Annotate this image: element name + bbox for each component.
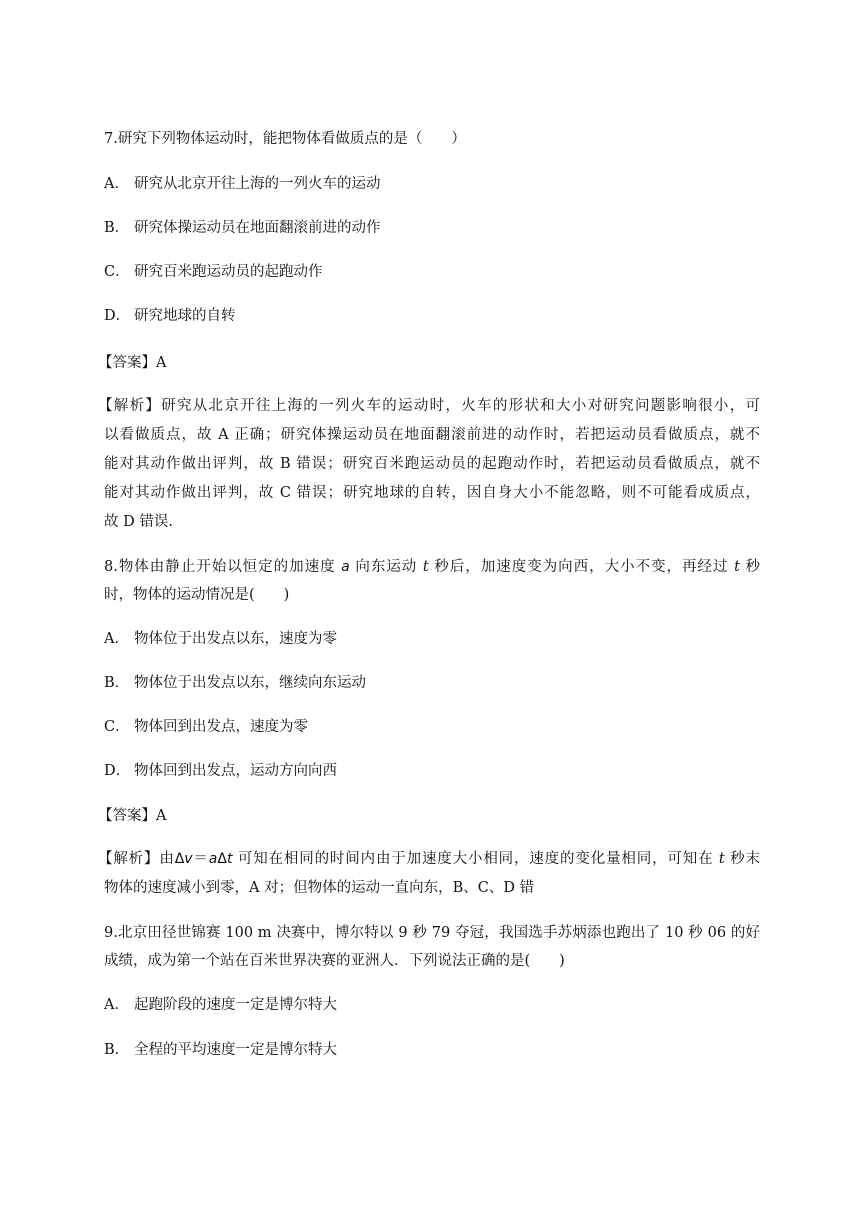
variable-a: a [341, 559, 350, 575]
q8-stem-line-2: 时，物体的运动情况是( ) [104, 587, 290, 603]
option-letter: A． [104, 997, 129, 1013]
q9-option-a [104, 995, 760, 1015]
option-text: 研究百米跑运动员的起跑动作 [134, 264, 323, 280]
variable-t: t [422, 559, 429, 575]
q7-stem: 7.研究下列物体运动时，能把物体看做质点的是（ ） [104, 131, 466, 147]
q7-analysis-line-3: 能对其动作做出评判，故 B 错误；研究百米跑运动员的起跑动作时，若把运动员看做质点，就不 [104, 456, 760, 472]
q7-answer: 【答案】A [98, 355, 167, 371]
option-letter: D． [104, 308, 131, 324]
variable-a: a [208, 851, 218, 867]
option-letter: A． [104, 631, 129, 647]
option-text: 物体位于出发点以东，继续向东运动 [134, 675, 366, 691]
option-letter: B． [104, 220, 130, 236]
q8-stem-part: 秒后，加速度变为向西，大小不变，再经过 [428, 559, 735, 575]
analysis-prefix: 【解析】由 [98, 851, 175, 867]
option-text: 起跑阶段的速度一定是博尔特大 [134, 997, 337, 1013]
variable-t: t [226, 851, 233, 867]
q8-option-c [104, 717, 760, 737]
option-letter: A． [104, 176, 129, 192]
option-text: 物体回到出发点，速度为零 [134, 719, 308, 735]
q7-option-d [104, 306, 760, 326]
analysis-text: 秒末 [724, 851, 761, 867]
option-text: 研究体操运动员在地面翻滚前进的动作 [134, 220, 381, 236]
option-letter: B． [104, 675, 130, 691]
q8-option-d [104, 761, 760, 781]
equals-sign: ＝ [192, 851, 209, 867]
q8-stem-part: 8.物体由静止开始以恒定的加速度 [104, 559, 342, 575]
q9-stem-line-1: 9.北京田径世锦赛 100 m 决赛中，博尔特以 9 秒 79 夺冠，我国选手苏炳添也跑出了 10 秒 06 的好 [104, 925, 760, 941]
q7-option-a [104, 174, 760, 194]
option-text: 研究从北京开往上海的一列火车的运动 [134, 176, 381, 192]
q8-option-a [104, 629, 760, 649]
q8-answer: 【答案】A [98, 808, 167, 824]
q7-analysis-line-2: 以看做质点，故 A 正确；研究体操运动员在地面翻滚前进的动作时，若把运动员看做质点，就不 [104, 427, 760, 443]
q7-analysis-line-5: 故 D 错误. [104, 514, 173, 530]
q9-stem-line-2: 成绩，成为第一个站在百米世界决赛的亚洲人．下列说法正确的是( ) [104, 953, 565, 969]
q9-option-b [104, 1040, 760, 1060]
q8-stem-part: 秒 [739, 559, 760, 575]
q8-option-b [104, 673, 760, 693]
option-letter: C． [104, 264, 130, 280]
q8-analysis-line-2: 物体的速度减小到零，A 对；但物体的运动一直向东，B、C、D 错 [104, 880, 535, 896]
option-letter: B． [104, 1042, 130, 1058]
q7-option-b [104, 218, 760, 238]
delta-symbol: Δ [174, 851, 185, 867]
option-text: 物体位于出发点以东，速度为零 [134, 631, 337, 647]
variable-v: v [184, 851, 193, 867]
q8-stem-part: 向东运动 [349, 559, 423, 575]
variable-t: t [734, 559, 740, 575]
option-text: 全程的平均速度一定是博尔特大 [134, 1042, 337, 1058]
option-text: 研究地球的自转 [134, 308, 236, 324]
variable-t: t [718, 851, 725, 867]
option-letter: D． [104, 763, 131, 779]
option-letter: C． [104, 719, 130, 735]
q8-analysis-line-1 [98, 849, 760, 869]
q8-stem-line-1 [104, 557, 760, 577]
q7-option-c [104, 262, 760, 282]
analysis-text: 可知在相同的时间内由于加速度大小相同，速度的变化量相同，可知在 [232, 851, 719, 867]
q7-analysis-line-4: 能对其动作做出评判，故 C 错误；研究地球的自转，因自身大小不能忽略，则不可能看成质点， [104, 485, 760, 501]
q7-analysis-line-1: 【解析】研究从北京开往上海的一列火车的运动时，火车的形状和大小对研究问题影响很小，可 [98, 398, 760, 414]
delta-symbol: Δ [217, 851, 227, 867]
option-text: 物体回到出发点，运动方向向西 [134, 763, 337, 779]
